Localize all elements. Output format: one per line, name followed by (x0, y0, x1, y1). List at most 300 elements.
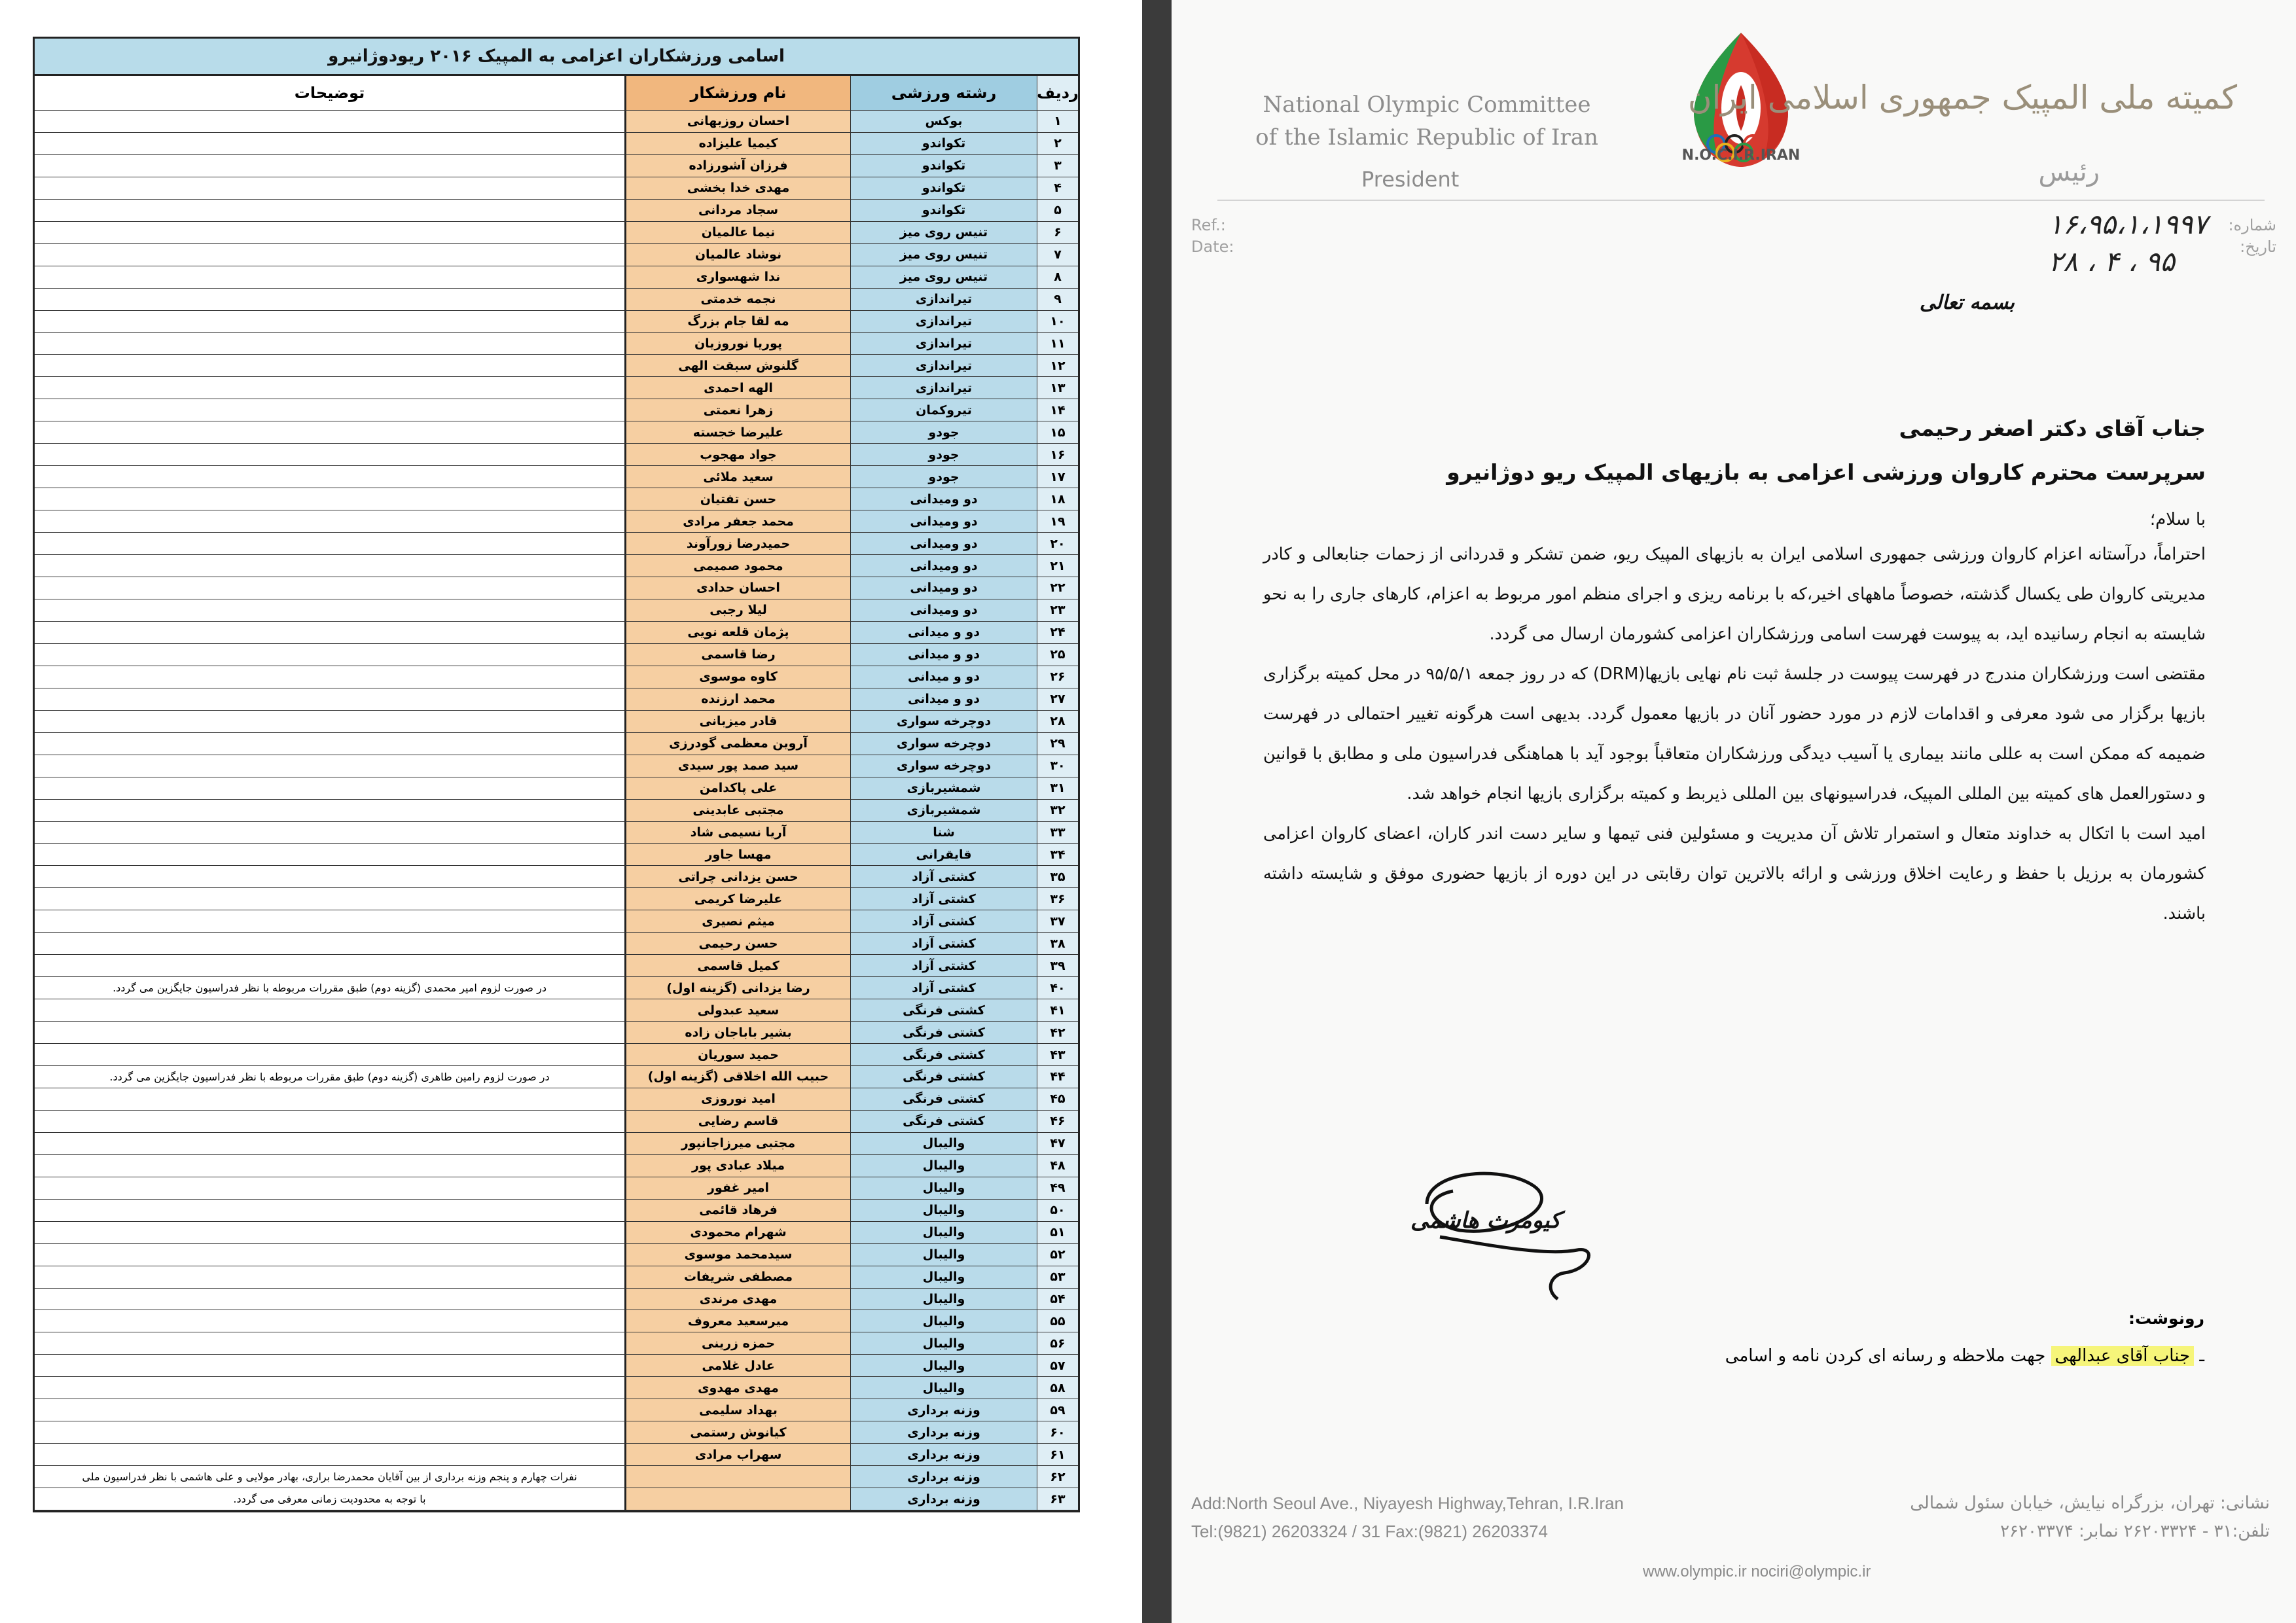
row-number: ۴۰ (1037, 977, 1078, 999)
row-number: ۵۴ (1037, 1289, 1078, 1310)
table-row (35, 1088, 1078, 1111)
cc-prefix: ـ (2199, 1346, 2204, 1366)
row-sport: والیبال (850, 1377, 1037, 1399)
table-row (35, 1332, 1078, 1355)
roster-sheet (0, 0, 1142, 1623)
row-number: ۱ (1037, 111, 1078, 132)
row-sport: والیبال (850, 1155, 1037, 1177)
row-athlete-name: فرزان آشورزاده (624, 155, 850, 177)
row-description (35, 844, 624, 865)
row-sport: شمشیربازی (850, 800, 1037, 821)
row-description (35, 888, 624, 910)
table-row (35, 155, 1078, 177)
row-description (35, 155, 624, 177)
row-athlete-name: کاوه موسوی (624, 666, 850, 688)
row-number: ۶۱ (1037, 1444, 1078, 1465)
table-row (35, 822, 1078, 844)
table-row (35, 1222, 1078, 1244)
table-row (35, 844, 1078, 866)
table-row (35, 1355, 1078, 1377)
letterhead-en-line1: National Olympic Committee (1263, 92, 1591, 118)
row-sport: والیبال (850, 1355, 1037, 1376)
row-athlete-name: نجمه خدمتی (624, 289, 850, 310)
row-number: ۵۹ (1037, 1399, 1078, 1421)
row-athlete-name: محمد جعفر مرادی (624, 510, 850, 532)
row-sport: شمشیربازی (850, 777, 1037, 799)
row-description (35, 1289, 624, 1310)
row-sport: تیراندازی (850, 333, 1037, 355)
row-number: ۵۱ (1037, 1222, 1078, 1243)
row-athlete-name: پوریا نوروزیان (624, 333, 850, 355)
table-row (35, 888, 1078, 910)
row-sport: دو ومیدانی (850, 533, 1037, 554)
table-row (35, 377, 1078, 399)
row-athlete-name: علیرضا کریمی (624, 888, 850, 910)
table-row (35, 711, 1078, 733)
row-description (35, 711, 624, 732)
table-row (35, 466, 1078, 488)
row-sport: کشتی آزاد (850, 955, 1037, 976)
row-number: ۳۵ (1037, 866, 1078, 887)
table-row (35, 533, 1078, 555)
row-athlete-name: جواد مهجوب (624, 444, 850, 465)
row-sport: تیراندازی (850, 311, 1037, 332)
row-athlete-name: قاسم رضایی (624, 1111, 850, 1132)
row-athlete-name: نوشاد عالمیان (624, 244, 850, 266)
table-row (35, 266, 1078, 289)
row-athlete-name: مهدی مهدوی (624, 1377, 850, 1399)
row-athlete-name (624, 1466, 850, 1488)
row-description (35, 599, 624, 621)
row-number: ۵۲ (1037, 1244, 1078, 1266)
row-athlete-name: بشیر باباجان زاده (624, 1022, 850, 1043)
footer-phone-fa: تلفن:۳۱ - ۲۶۲۰۳۳۲۴ نمابر: ۲۶۲۰۳۳۷۴ (2000, 1522, 2270, 1541)
table-row (35, 1022, 1078, 1044)
table-row (35, 311, 1078, 333)
row-athlete-name: ندا شهسواری (624, 266, 850, 288)
table-row (35, 1133, 1078, 1155)
row-athlete-name: مهدی مرندی (624, 1289, 850, 1310)
recipient-title: سرپرست محترم کاروان ورزشی اعزامی به بازیهای المپیک ریو دوژانیرو (1446, 459, 2206, 485)
signer-name: کیومرث هاشمی (1410, 1207, 1561, 1234)
row-description (35, 1177, 624, 1199)
row-number: ۴۵ (1037, 1088, 1078, 1110)
row-description (35, 955, 624, 976)
row-description (35, 777, 624, 799)
row-number: ۱۱ (1037, 333, 1078, 355)
table-row (35, 1399, 1078, 1421)
row-description (35, 866, 624, 887)
row-sport: کشتی فرنگی (850, 1088, 1037, 1110)
row-description (35, 399, 624, 421)
cc-recipient-highlighted: جناب آقای عبدالهی (2051, 1346, 2195, 1366)
row-number: ۳ (1037, 155, 1078, 177)
row-number: ۳۹ (1037, 955, 1078, 976)
footer-address-fa: نشانی: تهران، بزرگراه نیایش، خیابان سئول شمالی (1910, 1493, 2270, 1513)
row-athlete-name: میلاد عبادی پور (624, 1155, 850, 1177)
row-sport: دوچرخه سواری (850, 755, 1037, 777)
table-row (35, 666, 1078, 688)
row-description (35, 733, 624, 755)
letterhead-persian: کمیته ملی المپیک جمهوری اسلامی ایران (1687, 79, 2237, 116)
row-number: ۱۵ (1037, 421, 1078, 443)
table-row (35, 244, 1078, 266)
row-number: ۲ (1037, 133, 1078, 154)
row-athlete-name: حمیدرضا زورآوند (624, 533, 850, 554)
logo-caption: N.O.C.I.R.IRAN (1681, 147, 1801, 164)
roster-table (33, 37, 1080, 1512)
row-sport: والیبال (850, 1332, 1037, 1354)
row-sport: دوچرخه سواری (850, 733, 1037, 755)
row-description (35, 666, 624, 688)
row-description (35, 755, 624, 777)
signature-icon (1401, 1158, 1617, 1309)
roster-title: اسامی ورزشکاران اعزامی به المپیک ۲۰۱۶ ریودوژانیرو (35, 39, 1078, 76)
table-row (35, 866, 1078, 888)
row-athlete-name: سعید عبدولی (624, 999, 850, 1021)
row-sport: دو ومیدانی (850, 599, 1037, 621)
row-athlete-name: کمیل قاسمی (624, 955, 850, 976)
row-number: ۵۷ (1037, 1355, 1078, 1376)
date-label-fa: تاریخ: (2240, 238, 2276, 256)
row-number: ۳۲ (1037, 800, 1078, 821)
row-athlete-name: سید صمد پور سیدی (624, 755, 850, 777)
row-athlete-name: حسن یزدانی چراتی (624, 866, 850, 887)
row-number: ۶ (1037, 222, 1078, 243)
table-row (35, 555, 1078, 577)
row-athlete-name: مجتبی میرزاجانپور (624, 1133, 850, 1154)
letter-sheet (1172, 0, 2296, 1623)
letterhead-en-line2: of the Islamic Republic of Iran (1255, 124, 1598, 151)
row-number: ۵۳ (1037, 1266, 1078, 1288)
header-num: ردیف (1037, 76, 1078, 110)
row-description: در صورت لزوم رامین طاهری (گزینه دوم) طبق مقررات مربوطه با نظر فدراسیون جایگزین می گردد. (35, 1066, 624, 1088)
row-athlete-name: حسن رحیمی (624, 933, 850, 954)
roster-body (35, 111, 1078, 1510)
row-sport: تنیس روی میز (850, 244, 1037, 266)
handwritten-date: ۹۵ ، ۴ ، ۲۸ (2048, 245, 2175, 277)
row-athlete-name: حمید سوریان (624, 1044, 850, 1065)
table-row (35, 1111, 1078, 1133)
row-sport: وزنه برداری (850, 1488, 1037, 1510)
row-number: ۱۷ (1037, 466, 1078, 488)
row-description (35, 1200, 624, 1221)
table-row (35, 933, 1078, 955)
row-sport: تیراندازی (850, 377, 1037, 399)
row-description (35, 910, 624, 932)
row-sport: کشتی فرنگی (850, 1044, 1037, 1065)
row-athlete-name: لیلا رجبی (624, 599, 850, 621)
table-row (35, 622, 1078, 644)
cc-line (1725, 1346, 2204, 1366)
row-description (35, 688, 624, 710)
row-description (35, 200, 624, 221)
row-athlete-name: رضا قاسمی (624, 644, 850, 666)
row-description (35, 1244, 624, 1266)
row-sport: جودو (850, 466, 1037, 488)
footer-phone-en: Tel:(9821) 26203324 / 31 Fax:(9821) 26203374 (1191, 1522, 1548, 1541)
row-number: ۳۸ (1037, 933, 1078, 954)
row-number: ۳۳ (1037, 822, 1078, 844)
row-athlete-name: احسان حدادی (624, 577, 850, 599)
row-athlete-name: پژمان قلعه نویی (624, 622, 850, 643)
row-athlete-name: قادر میزبانی (624, 711, 850, 732)
row-description (35, 999, 624, 1021)
row-athlete-name: رضا یزدانی (گزینه اول) (624, 977, 850, 999)
row-sport: قایقرانی (850, 844, 1037, 865)
table-row (35, 1444, 1078, 1466)
letterhead-english (1244, 88, 1610, 154)
row-number: ۸ (1037, 266, 1078, 288)
cc-purpose: جهت ملاحظه و رسانه ای کردن نامه و اسامی (1725, 1346, 2046, 1366)
row-description (35, 1266, 624, 1288)
row-athlete-name: میرسعید معروف (624, 1310, 850, 1332)
row-sport: والیبال (850, 1310, 1037, 1332)
row-athlete-name: علیرضا خجسته (624, 421, 850, 443)
table-row (35, 1155, 1078, 1177)
row-description (35, 800, 624, 821)
table-row (35, 644, 1078, 666)
row-sport: دو و میدانی (850, 622, 1037, 643)
row-number: ۱۴ (1037, 399, 1078, 421)
table-row (35, 999, 1078, 1022)
row-sport: کشتی فرنگی (850, 1111, 1037, 1132)
letter-paragraph: احتراماً، درآستانه اعزام کاروان ورزشی جمهوری اسلامی ایران به بازیهای المپیک ریو، ضمن تشکر و قدردانی از زحمات جنابعالی و کادر مدیریتی کاروان طی یکسال گذشته، خصوصاً ماههای اخیر،که با برنامه ریزی و اجرای منظم امور مربوط به اعزام، کارهای جاری را به نحو شایسته به انجام رسانیده اید، به پیوست فهرست اسامی ورزشکاران اعزامی کشورمان ارسال می گردد. (1263, 544, 2206, 644)
row-description (35, 355, 624, 376)
table-row (35, 777, 1078, 800)
table-row (35, 200, 1078, 222)
row-description (35, 1421, 624, 1443)
row-number: ۲۵ (1037, 644, 1078, 666)
row-sport: دو ومیدانی (850, 577, 1037, 599)
table-row (35, 910, 1078, 933)
table-row (35, 1377, 1078, 1399)
row-number: ۴ (1037, 177, 1078, 199)
row-sport: کشتی فرنگی (850, 1066, 1037, 1088)
row-description (35, 622, 624, 643)
row-athlete-name: زهرا نعمتی (624, 399, 850, 421)
row-description (35, 555, 624, 577)
table-row (35, 1044, 1078, 1066)
row-athlete-name: بهداد سلیمی (624, 1399, 850, 1421)
row-athlete-name: حبیب الله اخلاقی (گزینه اول) (624, 1066, 850, 1088)
row-athlete-name: امید نوروزی (624, 1088, 850, 1110)
row-athlete-name: مهدی خدا بخشی (624, 177, 850, 199)
row-athlete-name: شهرام محمودی (624, 1222, 850, 1243)
row-athlete-name: مجتبی عابدینی (624, 800, 850, 821)
header-desc: توضیحات (35, 76, 624, 110)
row-athlete-name: احسان روزبهانی (624, 111, 850, 132)
row-description (35, 466, 624, 488)
row-description (35, 822, 624, 844)
row-number: ۱۶ (1037, 444, 1078, 465)
date-label: Date: (1191, 238, 1234, 256)
row-sport: تیروکمان (850, 399, 1037, 421)
footer-web-email[interactable]: www.olympic.ir nociri@olympic.ir (1643, 1563, 1871, 1580)
table-row (35, 444, 1078, 466)
row-number: ۳۱ (1037, 777, 1078, 799)
row-athlete-name: عادل غلامی (624, 1355, 850, 1376)
row-sport: تیراندازی (850, 355, 1037, 376)
handwritten-reference-number: ۱۶،۹۵،۱،۱۹۹۷ (2048, 208, 2208, 240)
row-description (35, 133, 624, 154)
row-athlete-name: مه لقا جام بزرگ (624, 311, 850, 332)
row-number: ۶۰ (1037, 1421, 1078, 1443)
row-number: ۶۳ (1037, 1488, 1078, 1510)
row-number: ۵۸ (1037, 1377, 1078, 1399)
row-description (35, 421, 624, 443)
row-athlete-name: سهراب مرادی (624, 1444, 850, 1465)
row-number: ۶۲ (1037, 1466, 1078, 1488)
row-number: ۲۰ (1037, 533, 1078, 554)
row-number: ۵ (1037, 200, 1078, 221)
row-athlete-name: محمد ارزنده (624, 688, 850, 710)
header-name: نام ورزشکار (624, 76, 850, 110)
row-sport: وزنه برداری (850, 1444, 1037, 1465)
row-number: ۵۵ (1037, 1310, 1078, 1332)
table-row (35, 111, 1078, 133)
row-number: ۱۲ (1037, 355, 1078, 376)
table-row (35, 1266, 1078, 1289)
row-number: ۲۶ (1037, 666, 1078, 688)
table-row (35, 1066, 1078, 1088)
number-label-fa: شماره: (2228, 216, 2276, 234)
row-description (35, 333, 624, 355)
cc-label: رونوشت: (2128, 1309, 2204, 1328)
row-sport: کشتی آزاد (850, 910, 1037, 932)
row-description (35, 177, 624, 199)
row-description (35, 1377, 624, 1399)
table-row (35, 133, 1078, 155)
row-number: ۱۰ (1037, 311, 1078, 332)
row-description (35, 266, 624, 288)
row-athlete-name: نیما عالمیان (624, 222, 850, 243)
row-number: ۴۷ (1037, 1133, 1078, 1154)
row-athlete-name: علی پاکدامن (624, 777, 850, 799)
letterhead-fa-president: رئیس (2038, 157, 2100, 187)
row-description: با توجه به محدودیت زمانی معرفی می گردد. (35, 1488, 624, 1510)
row-number: ۲۹ (1037, 733, 1078, 755)
recipient-name: جناب آقای دکتر اصغر رحیمی (1899, 416, 2206, 441)
row-athlete-name: سجاد مردانی (624, 200, 850, 221)
row-description (35, 1088, 624, 1110)
table-row (35, 1488, 1078, 1510)
row-athlete-name: مهسا جاور (624, 844, 850, 865)
row-athlete-name: سعید ملائی (624, 466, 850, 488)
row-number: ۲۱ (1037, 555, 1078, 577)
row-description (35, 311, 624, 332)
table-row (35, 1421, 1078, 1444)
row-number: ۴۱ (1037, 999, 1078, 1021)
row-description (35, 111, 624, 132)
row-description (35, 1022, 624, 1043)
table-row (35, 222, 1078, 244)
letter-paragraph: مقتضی است ورزشکاران مندرج در فهرست پیوست در جلسهٔ ثبت نام نهایی بازیها(DRM) که در روز جمعه ۹۵/۵/۱ در محل کمیته برگزاری بازیها برگزار می شود معرفی و اقدامات لازم در مورد حضور آنان در بازیها معمول گردد. بدیهی است هرگونه تغییر احتمالی در فهرست ضمیمه که ممکن است به عللی مانند بیماری یا آسیب دیدگی ورزشکاران متعاقباً بوجود آید با هماهنگی فدراسیون ملی و مطابق با قوانین و دستورالعمل های کمیته بین المللی المپیک، فدراسیونهای بین المللی ذیربط و کمیته برگزاری بازیها انجام خواهد شد. (1263, 664, 2206, 804)
table-row (35, 488, 1078, 510)
row-description (35, 1310, 624, 1332)
row-athlete-name: حسن تفتیان (624, 488, 850, 510)
row-sport: دو ومیدانی (850, 555, 1037, 577)
row-description (35, 1111, 624, 1132)
row-sport: جودو (850, 444, 1037, 465)
roster-header-row (35, 76, 1078, 111)
row-sport: والیبال (850, 1289, 1037, 1310)
row-number: ۲۴ (1037, 622, 1078, 643)
row-athlete-name: کیمیا علیزاده (624, 133, 850, 154)
row-sport: دو ومیدانی (850, 488, 1037, 510)
ref-label: Ref.: (1191, 216, 1226, 234)
table-row (35, 1200, 1078, 1222)
row-number: ۴۸ (1037, 1155, 1078, 1177)
row-description (35, 1444, 624, 1465)
row-description (35, 1355, 624, 1376)
table-row (35, 510, 1078, 533)
row-number: ۴۲ (1037, 1022, 1078, 1043)
row-number: ۳۰ (1037, 755, 1078, 777)
row-number: ۴۹ (1037, 1177, 1078, 1199)
footer-address-en: Add:North Seoul Ave., Niyayesh Highway,Tehran, I.R.Iran (1191, 1493, 1624, 1513)
row-sport: والیبال (850, 1266, 1037, 1288)
row-sport: تکواندو (850, 155, 1037, 177)
row-number: ۷ (1037, 244, 1078, 266)
row-description (35, 533, 624, 554)
letter-body (1263, 416, 2206, 934)
salutation: با سلام؛ (2149, 510, 2206, 529)
table-row (35, 289, 1078, 311)
table-row (35, 688, 1078, 711)
row-sport: شنا (850, 822, 1037, 844)
table-row (35, 955, 1078, 977)
row-description (35, 644, 624, 666)
row-athlete-name (624, 1488, 850, 1510)
row-number: ۳۴ (1037, 844, 1078, 865)
row-number: ۱۳ (1037, 377, 1078, 399)
row-description (35, 510, 624, 532)
row-description (35, 577, 624, 599)
row-sport: والیبال (850, 1200, 1037, 1221)
row-description (35, 444, 624, 465)
row-sport: جودو (850, 421, 1037, 443)
row-sport: تکواندو (850, 133, 1037, 154)
row-description (35, 1332, 624, 1354)
row-sport: دوچرخه سواری (850, 711, 1037, 732)
table-row (35, 333, 1078, 355)
row-sport: کشتی آزاد (850, 866, 1037, 887)
row-description (35, 1222, 624, 1243)
row-sport: وزنه برداری (850, 1399, 1037, 1421)
row-description (35, 1399, 624, 1421)
row-athlete-name: فرهاد قائمی (624, 1200, 850, 1221)
row-sport: تنیس روی میز (850, 266, 1037, 288)
table-row (35, 733, 1078, 755)
row-number: ۱۹ (1037, 510, 1078, 532)
row-number: ۲۸ (1037, 711, 1078, 732)
row-sport: والیبال (850, 1222, 1037, 1243)
letterhead-en-president: President (1361, 167, 1460, 192)
row-number: ۲۲ (1037, 577, 1078, 599)
row-description (35, 1155, 624, 1177)
row-description (35, 244, 624, 266)
row-number: ۲۳ (1037, 599, 1078, 621)
row-number: ۱۸ (1037, 488, 1078, 510)
header-sport: رشته ورزشی (850, 76, 1037, 110)
row-number: ۴۳ (1037, 1044, 1078, 1065)
row-sport: دو و میدانی (850, 688, 1037, 710)
row-athlete-name: آروین معظمی گودرزی (624, 733, 850, 755)
row-sport: کشتی آزاد (850, 977, 1037, 999)
table-row (35, 800, 1078, 822)
row-description (35, 377, 624, 399)
